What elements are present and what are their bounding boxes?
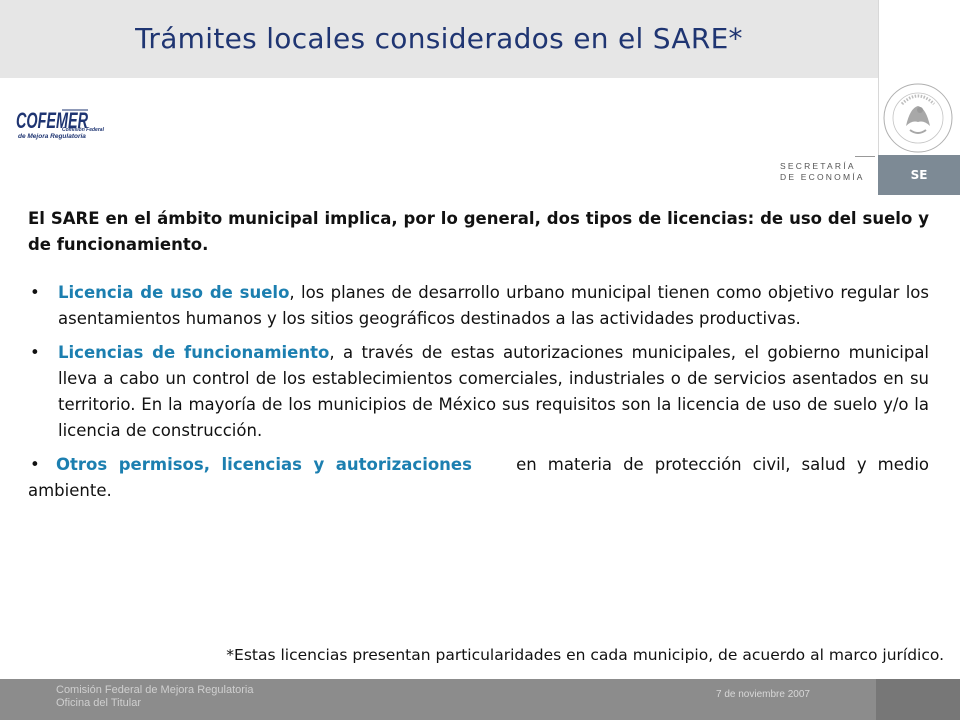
bullet: • xyxy=(30,283,40,302)
footer-right-block xyxy=(876,679,960,720)
item-term: Licencia de uso de suelo xyxy=(58,283,290,302)
item-text: , a través de estas autorizaciones municipales, el gobierno municipal lleva a cabo un control de los establecimientos comerciales, industriales o de servicios asentados en su territorio. En la mayoría de los municipios de México sus requisitos son la licencia de uso de suelo y/o la licencia de construcción. xyxy=(58,343,930,440)
footer-org-line1: Comisión Federal de Mejora Regulatoria xyxy=(56,684,254,696)
se-badge: SE xyxy=(878,155,960,195)
main-content xyxy=(28,206,935,512)
footer-org-line2: Oficina del Titular xyxy=(56,697,141,709)
footnote: *Estas licencias presentan particularidades en cada municipio, de acuerdo al marco jurídico. xyxy=(226,646,944,664)
bullet: • xyxy=(30,343,40,362)
cofemer-logo-sub2: de Mejora Regulatoria xyxy=(18,133,86,140)
mexico-seal-icon xyxy=(880,80,956,156)
page-title: Trámites locales considerados en el SARE* xyxy=(135,22,743,55)
list-item xyxy=(28,280,929,332)
list-item xyxy=(28,452,935,504)
intro-paragraph: El SARE en el ámbito municipal implica, por lo general, dos tipos de licencias: de uso del suelo y de funcionamiento. xyxy=(28,209,929,254)
bullet: • xyxy=(30,455,40,474)
footer-organization xyxy=(56,684,253,710)
item-term: Licencias de funcionamiento xyxy=(58,343,330,362)
item-text: en materia de protección civil, salud y medio ambiente. xyxy=(28,455,935,500)
secretaria-line2: DE ECONOMÍA xyxy=(780,172,865,182)
footer-date: 7 de noviembre 2007 xyxy=(716,689,810,700)
cofemer-logo-sub1: Comisión Federal xyxy=(62,127,104,133)
item-text: , los planes de desarrollo urbano municipal tienen como objetivo regular los asentamientos humanos y los sitios geográficos destinados a las actividades productivas. xyxy=(58,283,929,328)
logo-divider xyxy=(855,156,875,157)
cofemer-logo xyxy=(14,98,114,144)
secretaria-label xyxy=(780,161,872,183)
cofemer-logo-main: COFEMER xyxy=(16,108,89,133)
secretaria-line1: SECRETARÍA xyxy=(780,161,856,171)
item-term: Otros permisos, licencias y autorizaciones xyxy=(56,455,472,474)
list-item xyxy=(28,340,929,444)
